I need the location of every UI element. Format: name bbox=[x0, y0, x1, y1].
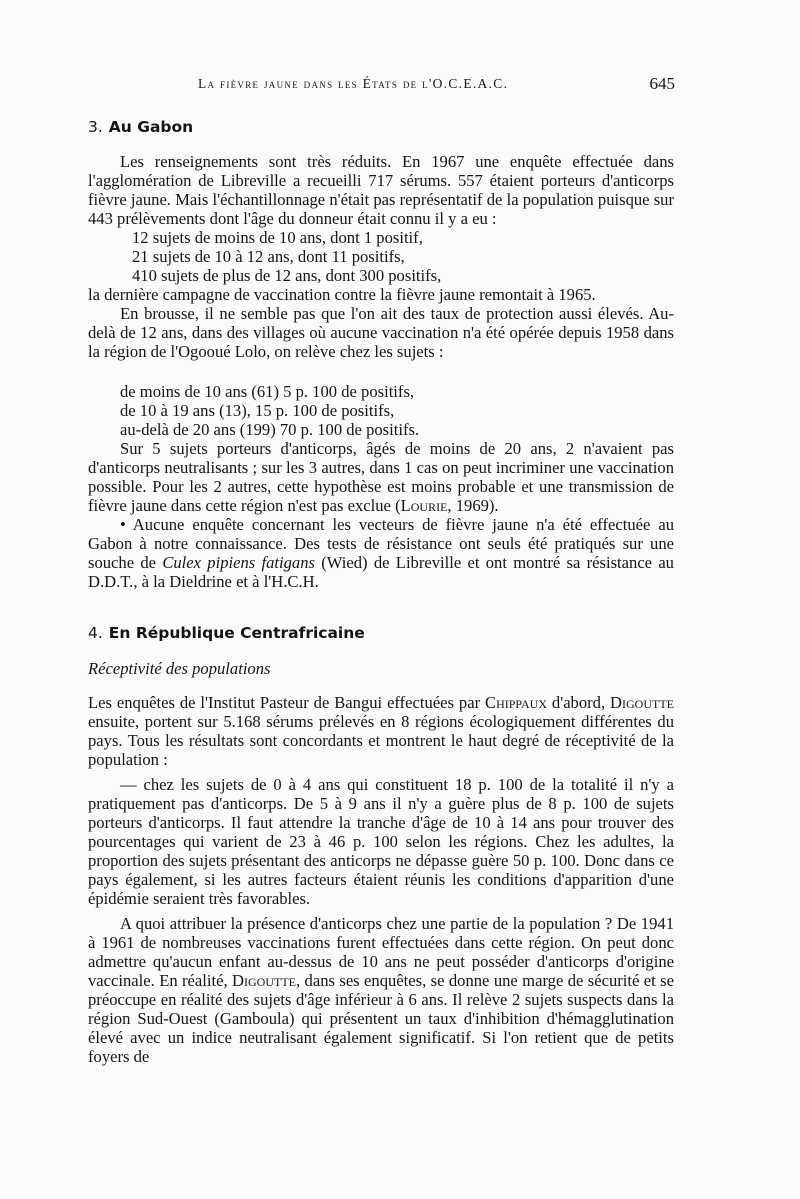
page-number: 645 bbox=[649, 74, 675, 93]
text-run: Sur 5 sujets porteurs d'anticorps, âgés de moins de 20 ans, 2 n'avaient pas d'anticorps neutralisants ; sur les 3 autres, dans 1 cas on peut incriminer une vaccination possible. Pour les 2 autres, cette hypothèse est moins probable et une transmission de fièvre jaune dans cette région n'est pas exclue ( bbox=[88, 439, 674, 515]
section-title: En République Centrafricaine bbox=[108, 624, 365, 642]
list-item: de moins de 10 ans (61) 5 p. 100 de positifs, bbox=[120, 382, 415, 401]
section-title: Au Gabon bbox=[108, 118, 194, 136]
paragraph: En brousse, il ne semble pas que l'on ait des taux de protection aussi élevés. Au-delà de 12 ans, dans des villages où aucune vaccination n'a été opérée depuis 1958 dans la région de l'Ogooué Lolo, on relève chez les sujets : bbox=[88, 304, 674, 361]
page-body bbox=[88, 118, 674, 1066]
running-title: La fièvre jaune dans les États de l'O.C.E.A.C. bbox=[198, 76, 509, 91]
author-name: Chippaux bbox=[485, 693, 547, 712]
list-item: au-delà de 20 ans (199) 70 p. 100 de positifs. bbox=[120, 420, 420, 439]
subheading: Réceptivité des populations bbox=[88, 659, 271, 678]
section-number: 4. bbox=[88, 624, 103, 642]
paragraph bbox=[88, 515, 674, 591]
species-name: Culex pipiens fatigans bbox=[162, 553, 315, 572]
age-list-brousse bbox=[88, 382, 674, 439]
list-item: de 10 à 19 ans (13), 15 p. 100 de positifs, bbox=[120, 401, 395, 420]
list-item: 21 sujets de 10 à 12 ans, dont 11 positifs, bbox=[132, 247, 405, 266]
author-name: Digoutte bbox=[232, 971, 296, 990]
text-run: (Wied) de Libreville et ont montré sa résistance au D.D.T., à la Dieldrine et à l'H.C.H. bbox=[88, 553, 674, 591]
paragraph: — chez les sujets de 0 à 4 ans qui constituent 18 p. 100 de la totalité il n'y a pratiquement pas d'anticorps. De 5 à 9 ans il n'y a guère plus de 8 p. 100 de sujets porteurs d'anticorps. Il faut attendre la tranche d'âge de 10 à 14 ans pour trouver des pourcentages qui varient de 23 à 46 p. 100 selon les régions. Chez les adultes, la proportion des sujets présentant des anticorps ne dépasse guère 50 p. 100. Donc dans ce pays également, si les autres facteurs étaient réunis les conditions d'apparition d'une épidémie seraient très favorables. bbox=[88, 775, 674, 908]
paragraph: Les renseignements sont très réduits. En 1967 une enquête effectuée dans l'agglomération de Libreville a recueilli 717 sérums. 557 étaient porteurs d'anticorps fièvre jaune. Mais l'échantillonnage n'était pas représentatif de la population puisque sur 443 prélèvements dont l'âge du donneur était connu il y a eu : bbox=[88, 152, 674, 228]
text-run: A quoi attribuer la présence d'anticorps chez une partie de la population ? De 1941 à 1961 de nombreuses vaccinations furent effectuées dans cette région. On peut donc admettre qu'aucun enfant au-dessus de 10 ans ne peut posséder d'anticorps d'origine vaccinale. En réalité, bbox=[88, 914, 674, 990]
text-run: Les enquêtes de l'Institut Pasteur de Bangui effectuées par bbox=[88, 693, 486, 712]
text-run: , 1969). bbox=[447, 496, 499, 515]
author-name: Digoutte bbox=[610, 693, 674, 712]
section-heading-rca bbox=[88, 624, 674, 643]
paragraph: la dernière campagne de vaccination contre la fièvre jaune remontait à 1965. bbox=[88, 285, 596, 304]
paragraph bbox=[88, 439, 674, 515]
text-run: , dans ses enquêtes, se donne une marge de sécurité et se préoccupe en réalité des sujets d'âge inférieur à 6 ans. Il relève 2 sujets suspects dans la région Sud-Ouest (Gamboula) qui présentent un taux d'inhibition d'hémagglutination élevé avec un indice neutralisant également significatif. Si l'on retient que de petits foyers de bbox=[88, 971, 674, 1066]
paragraph bbox=[88, 693, 674, 769]
section-heading-gabon bbox=[88, 118, 674, 137]
section-number: 3. bbox=[88, 118, 103, 136]
page-header bbox=[88, 74, 675, 98]
text-run: • Aucune enquête concernant les vecteurs de fièvre jaune n'a été effectuée au Gabon à notre connaissance. Des tests de résistance ont seuls été pratiqués sur une souche de bbox=[88, 515, 674, 572]
list-item: 12 sujets de moins de 10 ans, dont 1 positif, bbox=[132, 228, 423, 247]
paragraph bbox=[88, 914, 674, 1066]
text-run: ensuite, portent sur 5.168 sérums prélevés en 8 régions écologiquement différentes du pays. Tous les résultats sont concordants et montrent le haut degré de réceptivité de la population : bbox=[88, 712, 674, 769]
list-item: 410 sujets de plus de 12 ans, dont 300 positifs, bbox=[132, 266, 442, 285]
author-name: Lourie bbox=[400, 496, 448, 515]
age-list-libreville bbox=[88, 228, 674, 285]
text-run: d'abord, bbox=[547, 693, 611, 712]
